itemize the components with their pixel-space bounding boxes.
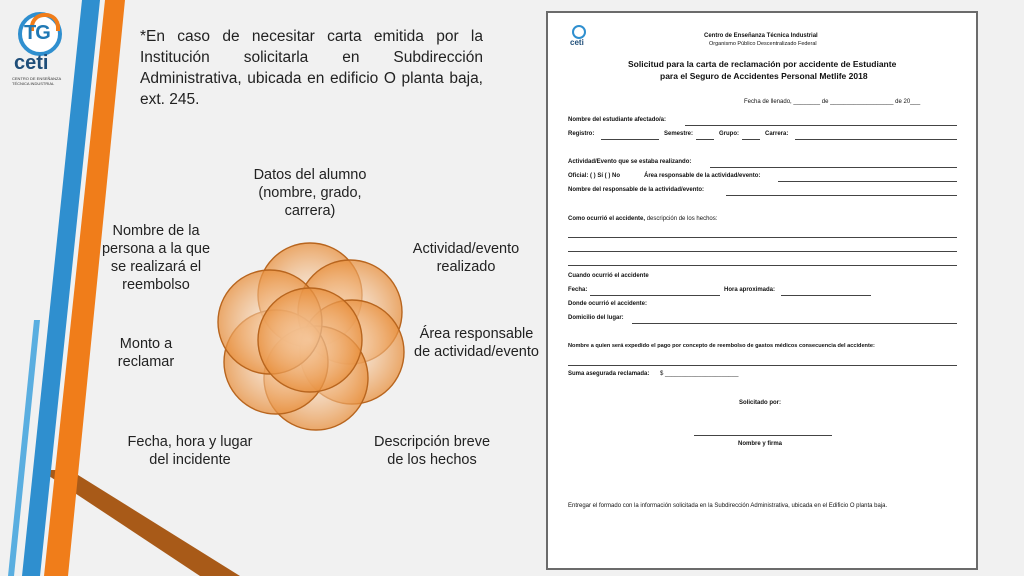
area-label: Área responsable de la actividad/evento: <box>644 173 761 179</box>
how-line-2 <box>568 251 957 252</box>
grupo-line <box>742 139 760 140</box>
oficial-label: Oficial: ( ) Sí ( ) No <box>568 173 620 179</box>
note-text: *En caso de necesitar carta emitida por la Institución solicitarla en Subdirección Administrativa, ubicada en edificio O planta baja, ext. 245. <box>140 28 483 108</box>
petals <box>218 243 404 430</box>
form-title-2: para el Seguro de Accidentes Personal Metlife 2018 <box>660 71 868 81</box>
how-label-rest: descripción de los hechos: <box>645 216 718 222</box>
label-description: Descripción breve de los hechos <box>373 434 491 468</box>
when-label: Cuando ocurrió el accidente <box>568 273 649 279</box>
form-date-line: Fecha de llenado, ________ de ___________________ de 20___ <box>744 99 921 105</box>
hora-label: Hora aproximada: <box>724 287 776 293</box>
form-title-1: Solicitud para la carta de reclamación por accidente de Estudiante <box>628 59 897 69</box>
registro-label: Registro: <box>568 131 595 137</box>
logo-word: ceti <box>14 52 49 74</box>
label-amount: Monto a reclamar <box>117 336 175 370</box>
form-header-title: Centro de Enseñanza Técnica Industrial <box>704 33 818 39</box>
registro-line <box>601 139 659 140</box>
responsable-label: Nombre del responsable de la actividad/evento: <box>568 187 705 193</box>
semestre-line <box>696 139 714 140</box>
grupo-label: Grupo: <box>719 131 739 137</box>
reembolso-label: Nombre a quien será expedido el pago por concepto de reembolso de gastos médicos consecuencia del accidente: <box>568 343 875 349</box>
label-student-data: Datos del alumno (nombre, grado, carrera) <box>253 167 367 219</box>
carrera-label: Carrera: <box>765 131 789 137</box>
solicitado-label: Solicitado por: <box>739 400 781 406</box>
activity-line <box>710 167 957 168</box>
semestre-label: Semestre: <box>664 131 694 137</box>
fecha-label: Fecha: <box>568 287 588 293</box>
signature-line <box>694 435 832 436</box>
form-logo-emblem <box>572 25 586 39</box>
domicilio-label: Domicilio del lugar: <box>568 315 624 321</box>
logo-mark: TG <box>24 22 50 44</box>
how-line-3 <box>568 265 957 266</box>
form-logo-word: ceti <box>570 38 584 47</box>
how-label-bold: Como ocurrió el accidente, <box>568 216 646 222</box>
form-header-sub: Organismo Público Descentralizado Federal <box>709 41 817 47</box>
label-date-place: Fecha, hora y lugar del incidente <box>127 434 253 468</box>
how-line-1 <box>568 237 957 238</box>
logo-subtitle: CENTRO DE ENSEÑANZA TÉCNICA INDUSTRIAL <box>12 76 61 86</box>
hora-line <box>781 295 871 296</box>
student-name-line <box>685 125 957 126</box>
petal-7 <box>258 288 362 392</box>
donde-label: Donde ocurrió el accidente: <box>568 301 648 307</box>
reembolso-line <box>568 365 957 366</box>
suma-label: Suma asegurada reclamada: <box>568 371 650 377</box>
how-label <box>568 216 717 222</box>
activity-label: Actividad/Evento que se estaba realizando: <box>568 159 692 165</box>
student-name-label: Nombre del estudiante afectado/a: <box>568 117 667 123</box>
form-document <box>546 11 978 570</box>
fecha-line <box>590 295 720 296</box>
form-logo <box>570 25 590 51</box>
domicilio-line <box>632 323 957 324</box>
form-footer: Entregar el formado con la información solicitada en la Subdirección Administrativa, ubicada en el Edificio O planta baja. <box>568 503 888 509</box>
suma-value: $ ______________________ <box>660 371 739 377</box>
area-line <box>778 181 957 182</box>
responsable-line <box>726 195 957 196</box>
carrera-line <box>795 139 957 140</box>
firma-label: Nombre y firma <box>738 441 783 447</box>
label-refund-person: Nombre de la persona a la que se realizará el reembolso <box>101 223 211 293</box>
label-activity: Actividad/evento realizado <box>412 241 520 275</box>
label-responsible-area: Área responsable de actividad/evento <box>414 326 539 360</box>
